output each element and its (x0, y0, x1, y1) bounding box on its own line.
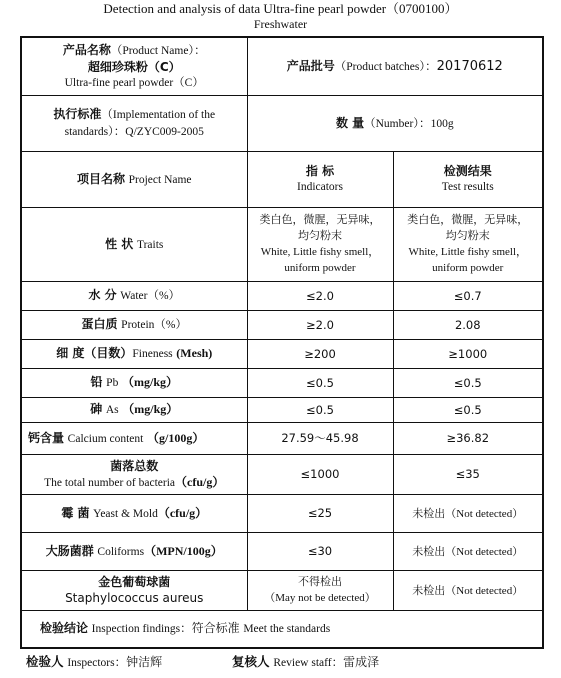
reviewer-name: 雷成泽 (343, 655, 380, 669)
row-name-zh: 霉 菌 (61, 505, 90, 520)
row-indicator: 27.59～45.98 (247, 422, 393, 454)
row-result: ≤0.7 (393, 281, 543, 310)
row-result: ≤0.5 (393, 397, 543, 422)
row-result (393, 570, 543, 610)
conclusion-row (21, 610, 543, 648)
traits-name (21, 207, 247, 281)
row-unit: (Mesh) (176, 346, 213, 360)
reviewer-label-en: Review staff： (273, 657, 344, 669)
row-name (21, 397, 247, 422)
quantity-label: 数 量 (335, 115, 365, 130)
row-name-zh: 大肠菌群 (45, 543, 94, 558)
quantity-label-en: （Number）： (364, 117, 431, 130)
row-result: 2.08 (393, 310, 543, 339)
product-name-label-en: （Product Name）： (110, 44, 206, 57)
table-row (21, 397, 543, 422)
row-name-en: Coliforms (97, 545, 145, 558)
traits-result (393, 207, 543, 281)
row-name-zh: 性 状 (105, 236, 134, 251)
standard-label-en-2: standards）： (64, 126, 126, 138)
standard-label-en-1: （Implementation of the (101, 109, 216, 121)
traits-indicator (247, 207, 393, 281)
info-row-product (21, 37, 543, 95)
report-table (20, 36, 544, 649)
row-name-en: Yeast & Mold (93, 507, 158, 520)
quantity-cell (247, 95, 543, 151)
info-row-standard (21, 95, 543, 151)
row-name-en: Pb (106, 377, 119, 389)
indicator-line: uniform powder (284, 262, 356, 274)
row-result: ≤35 (393, 454, 543, 494)
row-name (21, 339, 247, 368)
table-row (21, 454, 543, 494)
row-name (21, 310, 247, 339)
row-name-en: As (105, 404, 119, 416)
indicator-line: White, Little fishy smell， (260, 246, 380, 258)
conclusion-label: 检验结论 (40, 621, 89, 636)
row-name-zh: 金色葡萄球菌 (98, 575, 171, 589)
row-indicator: ≤1000 (247, 454, 393, 494)
conclusion-value-en: Meet the standards (243, 623, 331, 636)
row-unit: （cfu/g） (157, 505, 208, 520)
table-row (21, 281, 543, 310)
inspector-signature (26, 652, 162, 670)
table-row (21, 310, 543, 339)
row-name (21, 454, 247, 494)
conclusion-cell (21, 610, 543, 648)
product-name-cell (21, 37, 247, 95)
row-name (21, 368, 247, 397)
standard-label: 执行标准 (53, 107, 102, 121)
standard-cell (21, 95, 247, 151)
row-name-en: Protein（%） (121, 319, 187, 331)
product-name-value: 超细珍珠粉（C） (87, 59, 181, 74)
table-row (21, 207, 543, 281)
row-name (21, 281, 247, 310)
header-results-en: Test results (441, 181, 494, 193)
inspector-name: 钟洁辉 (126, 655, 163, 669)
row-name-zh: 菌落总数 (110, 458, 159, 473)
row-result: ≥1000 (393, 339, 543, 368)
row-name (21, 494, 247, 532)
header-results-zh: 检测结果 (443, 164, 492, 178)
document-subtitle: Freshwater (253, 17, 308, 31)
product-name-label: 产品名称 (62, 42, 111, 57)
result-en: （Not detected） (445, 584, 524, 597)
result-zh: 未检出 (412, 506, 446, 520)
table-row (21, 422, 543, 454)
row-name-en: Water（%） (120, 290, 181, 302)
batch-value: 20170612 (436, 58, 503, 74)
result-en: （Not detected） (445, 507, 524, 520)
reviewer-signature (232, 652, 379, 670)
row-name (21, 422, 247, 454)
result-zh: 未检出 (412, 583, 446, 597)
conclusion-value: 符合标准 (191, 621, 240, 636)
row-unit: （g/100g） (147, 430, 205, 445)
row-indicator: ≥2.0 (247, 310, 393, 339)
result-en: （Not detected） (445, 545, 524, 558)
document-title: Detection and analysis of data Ultra-fine pearl powder（0700100） (103, 1, 458, 16)
row-name-zh: 铅 (90, 375, 103, 389)
indicator-zh: 不得检出 (298, 575, 342, 588)
row-indicator: ≤0.5 (247, 397, 393, 422)
batch-label-en: （Product batches）： (334, 60, 437, 73)
row-indicator: ≥200 (247, 339, 393, 368)
conclusion-label-en: Inspection findings： (91, 623, 192, 636)
header-project-en: Project Name (128, 173, 192, 186)
row-name-zh: 蛋白质 (81, 317, 118, 331)
row-name (21, 532, 247, 570)
row-result: ≤0.5 (393, 368, 543, 397)
table-row (21, 339, 543, 368)
inspector-label-en: Inspectors： (67, 657, 127, 669)
batch-label: 产品批号 (286, 58, 335, 73)
table-row (21, 494, 543, 532)
result-line: 均匀粉末 (445, 229, 490, 242)
header-results (393, 151, 543, 207)
row-name-en: Fineness (132, 348, 173, 360)
row-name-en: Calcium content (67, 432, 144, 445)
row-unit: （mg/kg） (121, 375, 178, 389)
header-indicators-en: Indicators (297, 181, 343, 193)
row-name-en: Traits (136, 238, 164, 251)
row-name-en: Staphylococcus aureus (65, 591, 204, 605)
result-line: uniform powder (432, 262, 504, 274)
row-name (21, 570, 247, 610)
result-line: 类白色，微腥，无异味， (407, 213, 529, 226)
standard-value: Q/ZYC009-2005 (125, 126, 204, 138)
row-result (393, 494, 543, 532)
quantity-value: 100g (430, 117, 454, 130)
header-project (21, 151, 247, 207)
row-indicator: ≤30 (247, 532, 393, 570)
row-name-zh: 钙含量 (28, 430, 65, 445)
table-row (21, 570, 543, 610)
header-project-zh: 项目名称 (76, 171, 125, 186)
row-name-en: The total number of bacteria (44, 476, 176, 489)
result-zh: 未检出 (412, 544, 446, 558)
result-line: White, Little fishy smell， (408, 246, 528, 258)
column-header-row (21, 151, 543, 207)
row-result (393, 532, 543, 570)
row-indicator: ≤2.0 (247, 281, 393, 310)
row-indicator (247, 570, 393, 610)
reviewer-label: 复核人 (232, 654, 270, 669)
inspector-label: 检验人 (26, 654, 64, 669)
row-name-zh: 砷 (90, 402, 103, 416)
batch-cell (247, 37, 543, 95)
row-indicator: ≤0.5 (247, 368, 393, 397)
product-name-value-en: Ultra-fine pearl powder（C） (64, 76, 204, 89)
row-unit: （mg/kg） (122, 402, 179, 416)
table-row (21, 532, 543, 570)
table-row (21, 368, 543, 397)
row-result: ≥36.82 (393, 422, 543, 454)
indicator-en: （May not be detected） (264, 592, 376, 604)
row-indicator: ≤25 (247, 494, 393, 532)
row-unit: （MPN/100g） (144, 543, 223, 558)
row-unit: （cfu/g） (175, 474, 225, 489)
row-name-zh: 水 分 (88, 288, 117, 302)
indicator-line: 均匀粉末 (298, 229, 342, 242)
header-indicators-zh: 指 标 (305, 164, 335, 178)
header-indicators (247, 151, 393, 207)
row-name-zh: 细 度（目数） (56, 346, 133, 360)
indicator-line: 类白色，微腥，无异味， (259, 213, 381, 226)
